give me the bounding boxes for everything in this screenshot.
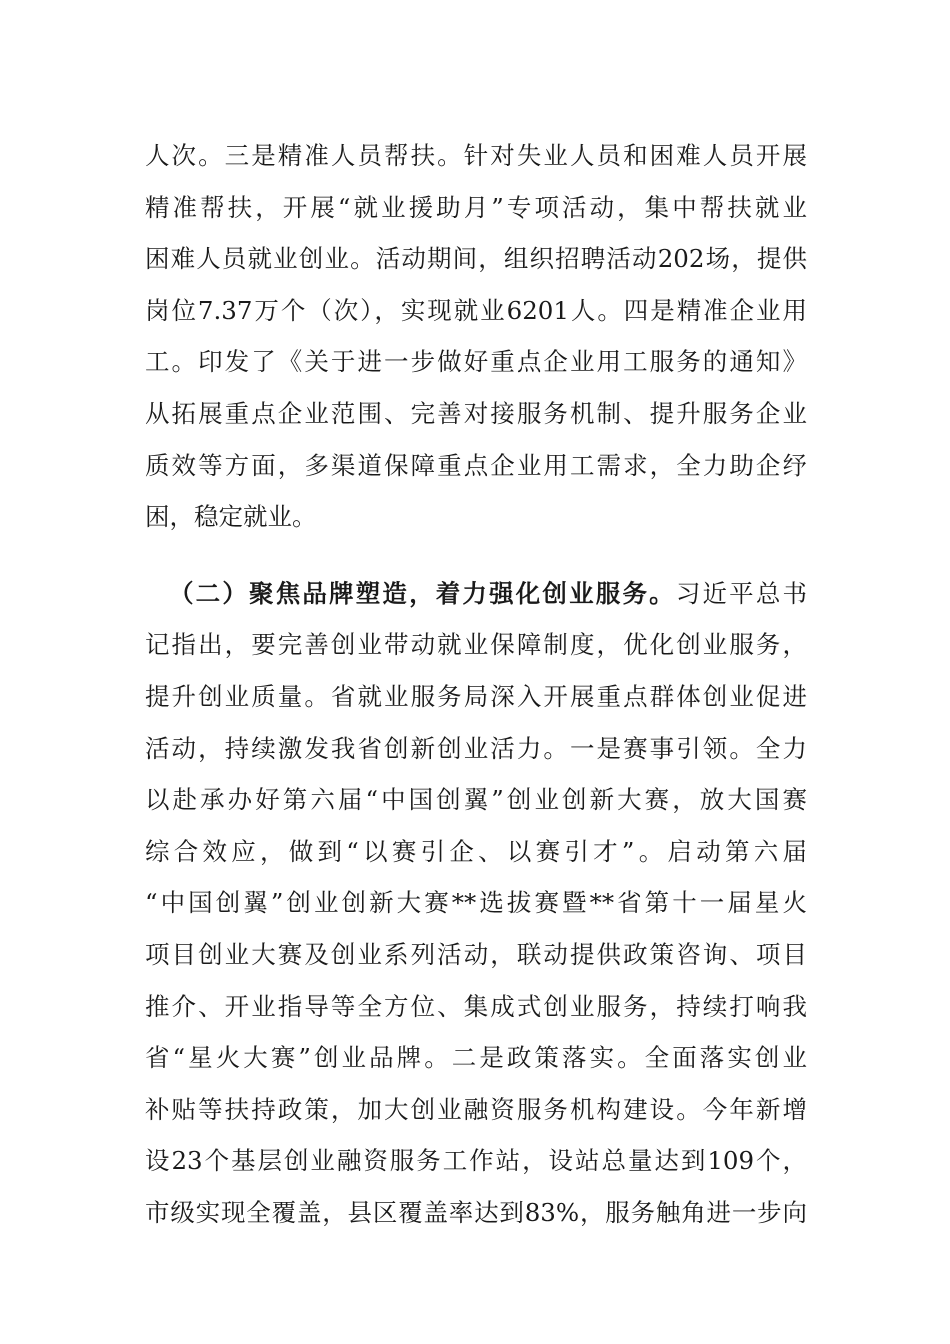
text-line: 人次。三是精准人员帮扶。针对失业人员和困难人员开展 — [145, 141, 807, 170]
body-text — [145, 130, 807, 1238]
paragraph-spacer — [145, 543, 807, 568]
text-line: 补贴等扶持政策，加大创业融资服务机构建设。今年新增 — [145, 1094, 807, 1124]
text-line: 综合效应，做到“以赛引企、以赛引才”。启动第六届 — [145, 836, 807, 866]
text-line: 工。印发了《关于进一步做好重点企业用工服务的通知》 — [145, 347, 807, 377]
text-line: 活动，持续激发我省创新创业活力。一是赛事引领。全力 — [145, 733, 807, 763]
section-heading: （二）聚焦品牌塑造，着力强化创业服务。 — [169, 578, 676, 608]
paragraph-entrepreneurship-services — [145, 568, 807, 1239]
text-line: 省“星火大赛”创业品牌。二是政策落实。全面落实创业 — [145, 1043, 807, 1073]
text-line-with-heading — [145, 568, 807, 620]
paragraph-employment-assistance — [145, 130, 807, 543]
text-run: 习近平总书 — [675, 578, 807, 608]
text-line: 困，稳定就业。 — [145, 502, 317, 532]
text-line: 从拓展重点企业范围、完善对接服务机制、提升服务企业 — [145, 398, 807, 428]
text-line: 困难人员就业创业。活动期间，组织招聘活动202场，提供 — [145, 244, 807, 274]
text-line: 以赴承办好第六届“中国创翼”创业创新大赛，放大国赛 — [145, 785, 807, 815]
text-line: 质效等方面，多渠道保障重点企业用工需求，全力助企纾 — [145, 450, 807, 480]
text-line: 项目创业大赛及创业系列活动，联动提供政策咨询、项目 — [145, 939, 807, 969]
text-line: 记指出，要完善创业带动就业保障制度，优化创业服务， — [145, 630, 807, 660]
text-line: 精准帮扶，开展“就业援助月”专项活动，集中帮扶就业 — [145, 192, 807, 222]
text-line: 推介、开业指导等全方位、集成式创业服务，持续打响我 — [145, 991, 807, 1021]
text-line: “中国创翼”创业创新大赛**选拔赛暨**省第十一届星火 — [145, 888, 807, 918]
text-line: 岗位7.37万个（次），实现就业6201人。四是精准企业用 — [145, 295, 807, 325]
text-line: 提升创业质量。省就业服务局深入开展重点群体创业促进 — [145, 681, 807, 711]
text-line: 设23个基层创业融资服务工作站，设站总量达到109个， — [145, 1146, 807, 1176]
text-line: 市级实现全覆盖，县区覆盖率达到83%，服务触角进一步向 — [145, 1197, 807, 1227]
